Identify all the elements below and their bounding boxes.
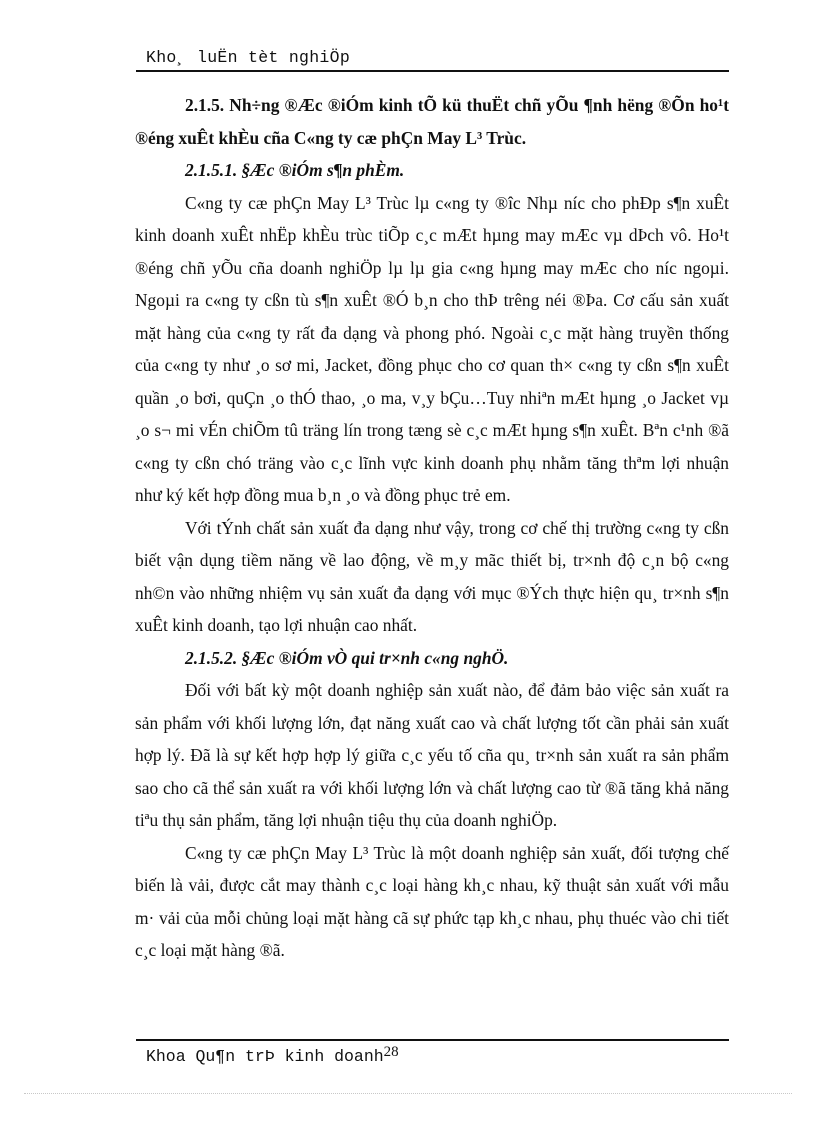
page-edge-divider (24, 1093, 792, 1094)
header-title: Kho¸ luËn tèt nghiÖp (146, 48, 351, 67)
footer-divider (136, 1039, 729, 1041)
subsection-heading-process: 2.1.5.2. §Æc ®iÓm vÒ qui tr×nh c«ng nghÖ. (185, 647, 509, 668)
paragraph-process: Đối với bất kỳ một doanh nghiệp sản xuất nào, để đảm bảo việc sản xuất ra sản phẩm với khối lượng lớn, đạt năng xuất cao và chất lượng tốt cần phải sản xuất hợp lý. Đã là sự kết hợp hợp lý giữa c¸c yếu tố cña qu¸ tr×nh sản xuất ra sản phẩm sao cho cã thể sản xuất ra với khối lượng lớn và chất lượng cao từ ®ã tăng khả năng tiªu thụ sản phẩm, tăng lợi nhuận tiệu thụ của doanh nghiÖp. (135, 680, 729, 830)
section-heading: 2.1.5. Nh÷ng ®Æc ®iÓm kinh tÕ kü thuËt chñ yÕu ¶nh hëng ®Õn ho¹t ®éng xuÊt khÈu cña C«ng ty cæ phÇn May L³ Trùc. (135, 95, 729, 148)
page-footer (146, 1044, 399, 1066)
document-body (135, 89, 729, 967)
header-divider (136, 70, 729, 72)
page-header (146, 48, 728, 67)
footer-department: Khoa Qu¶n trÞ kinh doanh (146, 1047, 384, 1066)
subsection-heading-product: 2.1.5.1. §Æc ®iÓm s¶n phÈm. (185, 160, 405, 180)
paragraph-company-process: C«ng ty cæ phÇn May L³ Trùc là một doanh nghiệp sản xuất, đối tượng chế biến là vải, được cắt may thành c¸c loại hàng kh¸c nhau, kỹ thuật sản xuất với mẫu m· vải của mỗi chủng loại mặt hàng cã sự phức tạp kh¸c nhau, phụ thuéc vào chi tiết c¸c loại mặt hàng ®ã. (135, 842, 729, 960)
paragraph-product: C«ng ty cæ phÇn May L³ Trùc lµ c«ng ty ®îc Nhµ níc cho phÐp s¶n xuÊt kinh doanh xuÊt nhËp khÈu trùc tiÕp c¸c mÆt hµng may mÆc vµ dÞch vô. Ho¹t ®éng chñ yÕu cña doanh nghiÖp lµ lµ gia c«ng hµng may mÆc cho níc ngoµi. Ngoµi ra c«ng ty cßn tù s¶n xuÊt ®Ó b¸n cho thÞ trêng néi ®Þa. Cơ cấu sản xuất mặt hàng của c«ng ty rất đa dạng và phong phó. Ngoài c¸c mặt hàng truyền thống của c«ng ty như ¸o sơ mi, Jacket, đồng phục cho cơ quan th× c«ng ty cßn s¶n xuÊt quần ¸o bơi, quÇn ¸o thÓ thao, ¸o ma, v¸y bÇu…Tuy nhiªn mÆt hµng ¸o Jacket vµ ¸o s¬ mi vÉn chiÕm tû träng lín trong tæng sè c¸c mÆt hµng s¶n xuÊt. Bªn c¹nh ®ã c«ng ty cßn chó träng vào c¸c lĩnh vực kinh doanh phụ nhằm tăng thªm lợi nhuận như ký kết hợp đồng mua b¸n ¸o và đồng phục trẻ em. (135, 192, 729, 505)
page-number: 28 (383, 1044, 399, 1060)
paragraph-diversity: Với tÝnh chất sản xuất đa dạng như vậy, trong cơ chế thị trường c«ng ty cßn biết vận dụng tiềm năng về lao động, về m¸y mãc thiết bị, tr×nh độ c¸n bộ c«ng nh©n vào những nhiệm vụ sản xuất đa dạng với mục ®Ých thực hiện qu¸ tr×nh s¶n xuÊt kinh doanh, tạo lợi nhuận cao nhất. (135, 517, 729, 635)
